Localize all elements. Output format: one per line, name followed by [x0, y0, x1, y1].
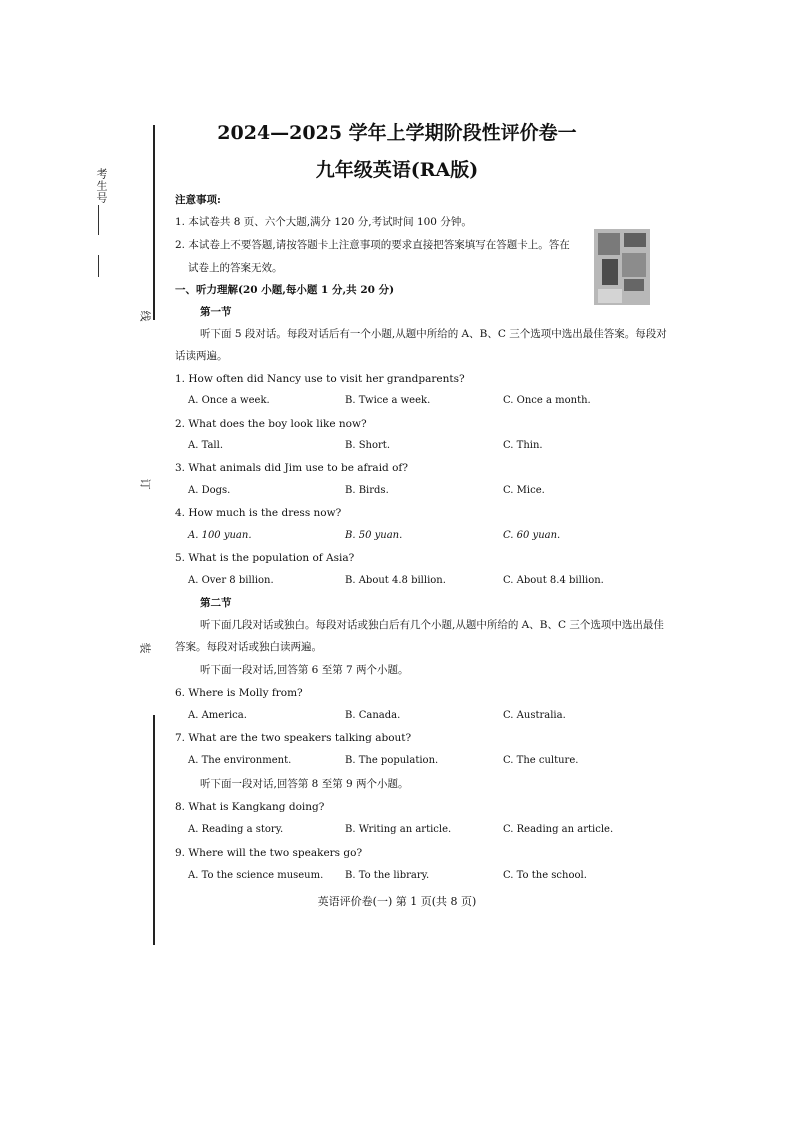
part1-instructions-2: 话读两遍。: [175, 350, 228, 362]
q7-option-c: C. The culture.: [503, 755, 579, 766]
q1-option-c: C. Once a month.: [503, 395, 591, 406]
q9-option-c: C. To the school.: [503, 870, 587, 881]
notes-heading: 注意事项:: [175, 194, 221, 206]
binding-rule-bottom: [153, 715, 155, 945]
q2-option-a: A. Tall.: [188, 440, 224, 451]
q8-option-c: C. Reading an article.: [503, 824, 614, 835]
q9-option-b: B. To the library.: [345, 870, 430, 881]
part2-heading: 第二节: [200, 597, 232, 609]
q2-option-b: B. Short.: [345, 440, 390, 451]
question-5: 5. What is the population of Asia?: [175, 552, 355, 564]
q5-option-a: A. Over 8 billion.: [188, 575, 274, 586]
q8-option-b: B. Writing an article.: [345, 824, 452, 835]
binding-line-char: 线: [138, 310, 152, 322]
exam-number-blank: [98, 205, 99, 235]
q4-option-b: B. 50 yuan.: [345, 530, 403, 541]
qr-code-image: [594, 229, 650, 305]
q6-option-b: B. Canada.: [345, 710, 401, 721]
note-1: 1. 本试卷共 8 页、六个大题,满分 120 分,考试时间 100 分钟。: [175, 216, 472, 228]
q3-option-b: B. Birds.: [345, 485, 389, 496]
q8-option-a: A. Reading a story.: [188, 824, 284, 835]
q5-option-b: B. About 4.8 billion.: [345, 575, 446, 586]
question-1: 1. How often did Nancy use to visit her grandparents?: [175, 373, 465, 385]
question-9: 9. Where will the two speakers go?: [175, 847, 363, 859]
q1-option-b: B. Twice a week.: [345, 395, 431, 406]
page-footer: 英语评价卷(一) 第 1 页(共 8 页): [317, 895, 477, 908]
dialog-intro-8-9: 听下面一段对话,回答第 8 至第 9 两个小题。: [200, 778, 409, 790]
part2-instructions-2: 答案。每段对话或独白读两遍。: [175, 641, 322, 653]
binding-zhuang-char: 装: [138, 642, 152, 654]
note-2: 2. 本试卷上不要答题,请按答题卡上注意事项的要求直接把答案填写在答题卡上。答在: [175, 239, 570, 251]
q9-option-a: A. To the science museum.: [188, 870, 324, 881]
question-3: 3. What animals did Jim use to be afraid of?: [175, 462, 408, 474]
part1-heading: 第一节: [200, 306, 232, 318]
q7-option-b: B. The population.: [345, 755, 439, 766]
q4-option-c: C. 60 yuan.: [503, 530, 561, 541]
q7-option-a: A. The environment.: [188, 755, 292, 766]
part1-instructions-1: 听下面 5 段对话。每段对话后有一个小题,从题中所给的 A、B、C 三个选项中选出最佳答案。每段对: [200, 328, 667, 340]
q6-option-a: A. America.: [188, 710, 247, 721]
q4-option-a: A. 100 yuan.: [188, 530, 252, 541]
q3-option-a: A. Dogs.: [188, 485, 231, 496]
binding-blank-2: [98, 255, 99, 277]
note-2-cont: 试卷上的答案无效。: [188, 262, 283, 274]
q1-option-a: A. Once a week.: [188, 395, 270, 406]
section1-heading: 一、听力理解(20 小题,每小题 1 分,共 20 分): [175, 284, 395, 296]
binding-ding-char: 订: [138, 478, 152, 490]
part2-instructions-1: 听下面几段对话或独白。每段对话或独白后有几个小题,从题中所给的 A、B、C 三个选项中选出最佳: [200, 619, 664, 631]
q5-option-c: C. About 8.4 billion.: [503, 575, 604, 586]
dialog-intro-6-7: 听下面一段对话,回答第 6 至第 7 两个小题。: [200, 664, 409, 676]
question-7: 7. What are the two speakers talking about?: [175, 732, 412, 744]
q3-option-c: C. Mice.: [503, 485, 545, 496]
exam-subtitle: 九年级英语(RA版): [315, 159, 479, 181]
exam-number-label: 考生号: [95, 168, 108, 204]
exam-title: 2024—2025 学年上学期阶段性评价卷一: [217, 122, 577, 144]
question-8: 8. What is Kangkang doing?: [175, 801, 325, 813]
question-4: 4. How much is the dress now?: [175, 507, 342, 519]
question-6: 6. Where is Molly from?: [175, 687, 303, 699]
q2-option-c: C. Thin.: [503, 440, 543, 451]
q6-option-c: C. Australia.: [503, 710, 566, 721]
question-2: 2. What does the boy look like now?: [175, 418, 367, 430]
